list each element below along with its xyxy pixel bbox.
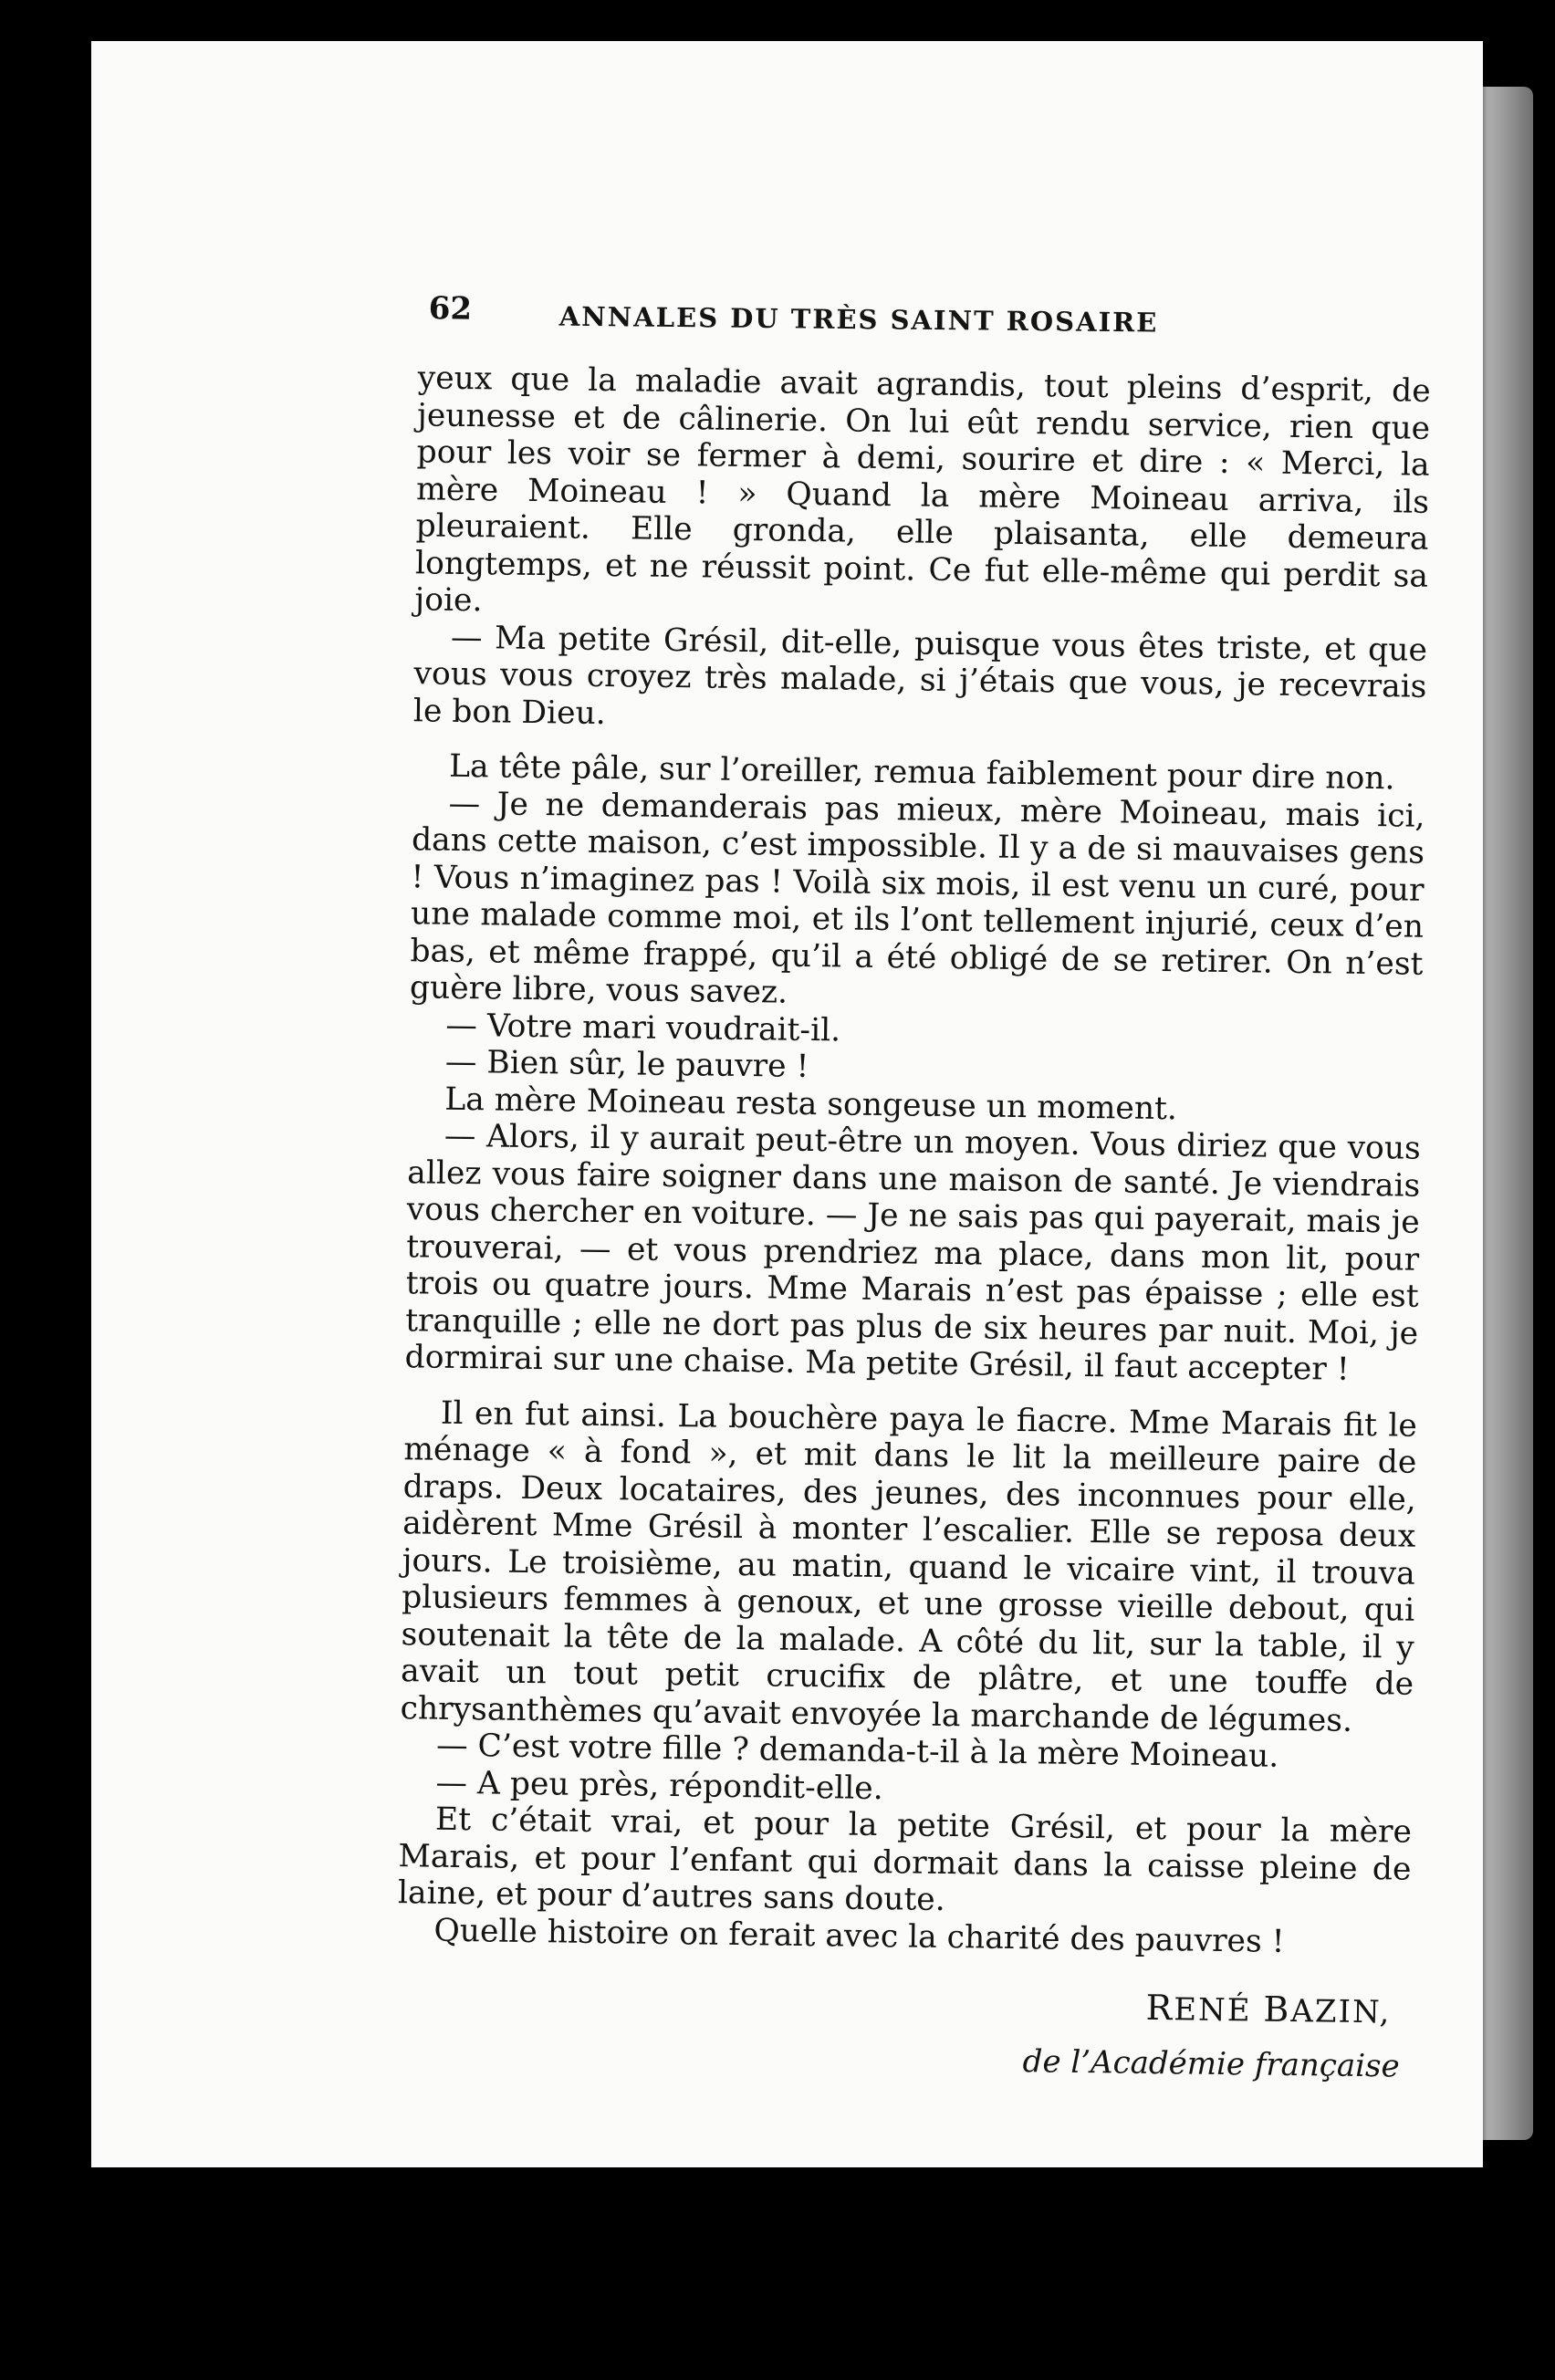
running-head: ANNALES DU TRÈS SAINT ROSAIRE <box>558 300 1159 339</box>
page-number: 62 <box>428 290 473 328</box>
paragraph-12: Et c’était vrai, et pour la petite Grésil, et pour la mère Marais, et pour l’enfant qui dormait dans la caisse pleine de laine, et pour d’autres sans doute. <box>397 1801 1413 1919</box>
paragraph-1: yeux que la maladie avait agrandis, tout pleins d’esprit, de jeunesse et de câlinerie. On lui eût rendu service, rien que pour les voir se fermer à demi, sourire et dire : « Merci, la mère Moineau ! » Quand la mère Moineau arriva, ils pleuraient. Elle gronda, elle plaisanta, elle demeura longtemps, et ne réussit point. Ce fut elle-même qui perdit sa joie. <box>414 360 1431 620</box>
page-content <box>327 287 1431 2085</box>
paragraph-5: — Votre mari voudrait-il. <box>445 1007 841 1049</box>
signature-initial-r: R <box>1145 1987 1174 2029</box>
paragraph-2: — Ma petite Grésil, dit-elle, puisque vous êtes triste, et que vous vous croyez très malade, si j’étais que vous, je recevrais le bon Dieu. <box>412 619 1428 732</box>
signature-rest-r: ENÉ <box>1173 1991 1264 2030</box>
paragraph-10: — C’est votre fille ? demanda-t-il à la mère Moineau. <box>435 1727 1279 1775</box>
book-page <box>91 41 1483 2167</box>
author-signature <box>396 1979 1409 2031</box>
article-body <box>304 359 1430 2085</box>
page-header <box>326 287 1431 354</box>
signature-initial-b: B <box>1263 1989 1291 2030</box>
paragraph-8: — Alors, il y aurait peut-être un moyen. Vous diriez que vous allez vous faire soigner dans une maison de santé. Je viendrais vous chercher en voiture. — Je ne sais pas qui payerait, mais je trouverai, — et vous prendriez ma place, dans mon lit, pour trois ou quatre jours. Mme Marais n’est pas épaisse ; elle est tranquille ; elle ne dort pas plus de six heures par nuit. Moi, je dormirai sur une chaise. Ma petite Grésil, il faut accepter ! <box>404 1117 1422 1388</box>
paragraph-3: La tête pâle, sur l’oreiller, remua faiblement pour dire non. <box>448 747 1395 798</box>
paragraph-9: Il en fut ainsi. La bouchère paya le fiacre. Mme Marais fit le ménage « à fond », et mit dans le lit la meilleure paire de draps. Deux locataires, des jeunes, des inconnues pour elle, aidèrent Mme Grésil à monter l’escalier. Elle se reposa deux jours. Le troisième, au matin, quand le vicaire vint, il trouva plusieurs femmes à genoux, et une grosse vieille debout, qui soutenait la tête de la malade. A côté du lit, sur la table, il y avait un tout petit crucifix de plâtre, et une touffe de chrysanthèmes qu’avait envoyée la marchande de légumes. <box>400 1394 1418 1739</box>
paragraph-7: La mère Moineau resta songeuse un moment. <box>444 1080 1178 1127</box>
author-affiliation: de l’Académie française <box>1022 2042 1400 2085</box>
paragraph-11: — A peu près, répondit-elle. <box>435 1764 883 1807</box>
paragraph-13: Quelle histoire on ferait avec la charité des pauvres ! <box>433 1912 1285 1960</box>
paragraph-4: — Je ne demanderais pas mieux, mère Moineau, mais ici, dans cette maison, c’est impossible. Il y a de si mauvaises gens ! Vous n’imaginez pas ! Voilà six mois, il est venu un curé, pour une malade comme moi, et ils l’ont tellement injurié, ceux d’en bas, et même frappé, qu’il a été obligé de se retirer. On n’est guère libre, vous savez. <box>409 785 1425 1011</box>
paragraph-6: — Bien sûr, le pauvre ! <box>444 1043 809 1085</box>
signature-rest-b: AZIN, <box>1290 1992 1392 2031</box>
